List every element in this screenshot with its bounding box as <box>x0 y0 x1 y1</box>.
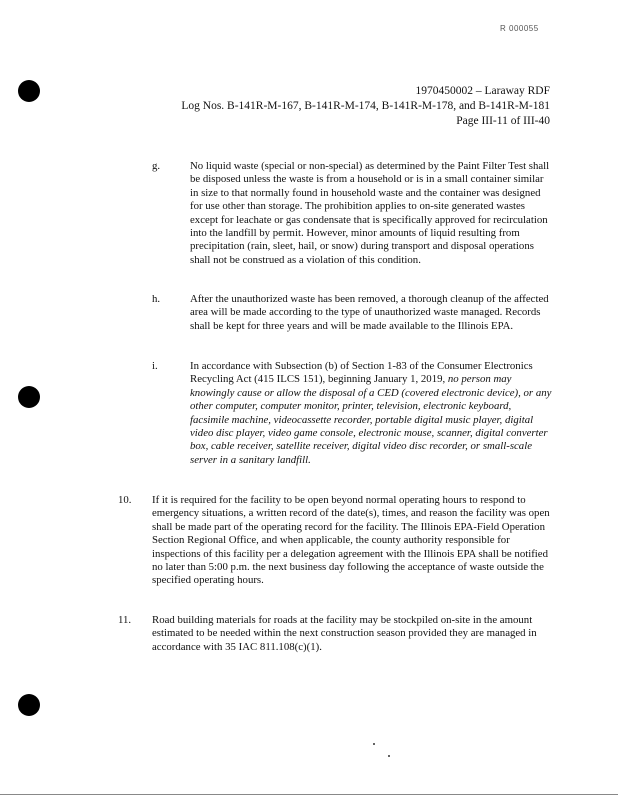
punch-hole <box>18 694 40 716</box>
page-bottom-edge <box>0 794 618 795</box>
item-h-text: After the unauthorized waste has been removed, a thorough cleanup of the affected area will be made according to the type of unauthorized waste managed. Records shall be kept for three years and will be made available to the Illinois EPA. <box>190 293 549 332</box>
header-page-number: Page III-11 of III-40 <box>456 115 550 127</box>
header-facility: 1970450002 – Laraway RDF <box>415 85 550 97</box>
item-10-text: If it is required for the facility to be open beyond normal operating hours to respond to emergency situations, a written record of the date(s), times, and reason the facility was open shall be made part of the operating record for the facility. The Illinois EPA-Field Operation Section Regional Office, and when applicable, the county authority responsible for inspections of this facility per a delegation agreement with the Illinois EPA shall be notified no later than 5:00 p.m. the next business day following the acceptance of waste outside the specified operating hours. <box>152 494 550 587</box>
scan-speck <box>373 743 375 745</box>
header-log-numbers: Log Nos. B-141R-M-167, B-141R-M-174, B-141R-M-178, and B-141R-M-181 <box>181 100 550 112</box>
item-g-label: g. <box>152 160 161 172</box>
item-i-text-plain: In accordance with Subsection (b) of Section 1-83 of the Consumer Electronics Recycling Act (415 ILCS 151), beginning January 1, 2019, <box>190 360 533 386</box>
scan-speck <box>388 755 390 757</box>
item-i-label: i. <box>152 360 158 372</box>
punch-hole <box>18 386 40 408</box>
item-11-label: 11. <box>118 614 132 626</box>
item-11-text: Road building materials for roads at the facility may be stockpiled on-site in the amount estimated to be needed within the next construction season provided they are managed in accordance with 35 IAC 811.108(c)(1). <box>152 614 537 653</box>
item-h-label: h. <box>152 293 161 305</box>
item-10-label: 10. <box>118 494 132 506</box>
item-i-text <box>190 360 552 467</box>
bates-stamp: R 000055 <box>500 24 539 33</box>
punch-hole <box>18 80 40 102</box>
page-header <box>181 84 550 129</box>
item-i-text-italic: no person may knowingly cause or allow the disposal of a CED (covered electronic device), or any other computer, computer monitor, printer, television, electronic keyboard, facsimile machine, videocassette recorder, portable digital music player, digital video disc player, video game console, electronic mouse, scanner, digital converter box, cable receiver, satellite receiver, digital video disc recorder, or small-scale server in a sanitary landfill. <box>190 373 552 466</box>
item-g-text: No liquid waste (special or non-special) as determined by the Paint Filter Test shall be disposed unless the waste is from a household or is in a small container similar in size to that normally found in household waste and the container was designed for use other than storage. The prohibition applies to on-site generated wastes except for leachate or gas condensate that is specifically approved for recirculation into the landfill by permit. However, minor amounts of liquid resulting from precipitation (rain, sleet, hail, or snow) during transport and disposal operations shall not be construed as a violation of this condition. <box>190 160 550 266</box>
